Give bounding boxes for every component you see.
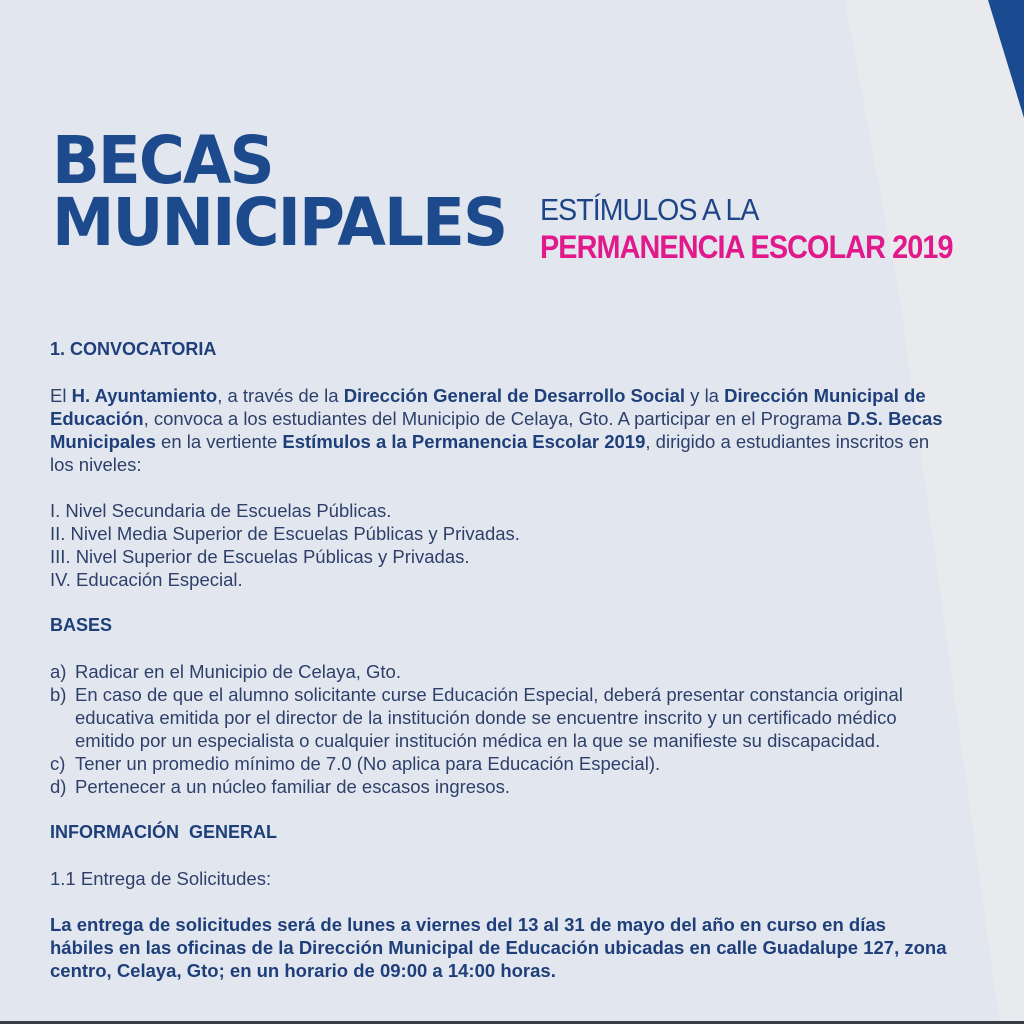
section-heading-bases: BASES [50,615,113,635]
bold-span: H. Ayuntamiento [71,385,218,406]
item-label: d) [50,776,67,797]
page-title [52,122,507,261]
subtitle-line-1: ESTÍMULOS A LA [540,192,759,227]
bold-span: Estímulos a la Permanencia Escolar 2019 [282,431,646,452]
informacion-paragraph: La entrega de solicitudes será de lunes a viernes del 13 al 31 de mayo del año en curso en días hábiles en las oficinas de la Dirección Municipal de Educación ubicadas en calle Guadalupe 127, zona centro, Celaya, Gto; en un horario de 09:00 a 14:00 horas. [50,914,947,981]
text-span: en la vertiente [155,431,283,452]
title-line-2: MUNICIPALES [52,184,507,261]
list-item: III. Nivel Superior de Escuelas Públicas y Privadas. [50,546,470,567]
subheading-entrega: 1.1 Entrega de Solicitudes: [50,868,272,889]
document-body [50,338,950,982]
subtitle-line-2: PERMANENCIA ESCOLAR 2019 [540,229,953,265]
list-item [50,660,950,683]
item-text: En caso de que el alumno solicitante curse Educación Especial, deberá presentar constancia original educativa emitida por el director de la institución donde se encuentre inscrito y un certificado médico emitido por un especialista o cualquier institución médica en la que se manifieste su discapacidad. [75,684,903,751]
list-item [50,683,950,752]
item-label: a) [50,661,67,682]
list-item [50,775,950,798]
text-span: , dirigido a estudiantes inscritos en los niveles: [50,431,930,475]
section-heading-informacion: INFORMACIÓN GENERAL [50,822,277,842]
item-text: Tener un promedio mínimo de 7.0 (No aplica para Educación Especial). [75,753,661,774]
bold-span: Dirección Municipal de Educación [50,385,926,429]
bold-span: Dirección General de Desarrollo Social [343,385,686,406]
bases-list [50,660,950,798]
title-line-1: BECAS [52,122,273,199]
list-item: I. Nivel Secundaria de Escuelas Públicas. [50,500,392,521]
list-item [50,752,950,775]
list-item: IV. Educación Especial. [50,569,243,590]
text-span: , a través de la [217,385,344,406]
subtitle [540,192,998,266]
item-text: Pertenecer a un núcleo familiar de escasos ingresos. [75,776,510,797]
section-heading-convocatoria: 1. CONVOCATORIA [50,339,217,359]
text-span: , convoca a los estudiantes del Municipio de Celaya, Gto. A participar en el Programa [143,408,847,429]
item-label: b) [50,684,67,705]
bold-span: D.S. Becas Municipales [50,408,943,452]
levels-list [50,499,950,591]
text-span: El [50,385,72,406]
list-item: II. Nivel Media Superior de Escuelas Públicas y Privadas. [50,523,520,544]
convocatoria-paragraph [50,384,950,476]
item-label: c) [50,753,66,774]
text-span: y la [685,385,725,406]
item-text: Radicar en el Municipio de Celaya, Gto. [75,661,401,682]
